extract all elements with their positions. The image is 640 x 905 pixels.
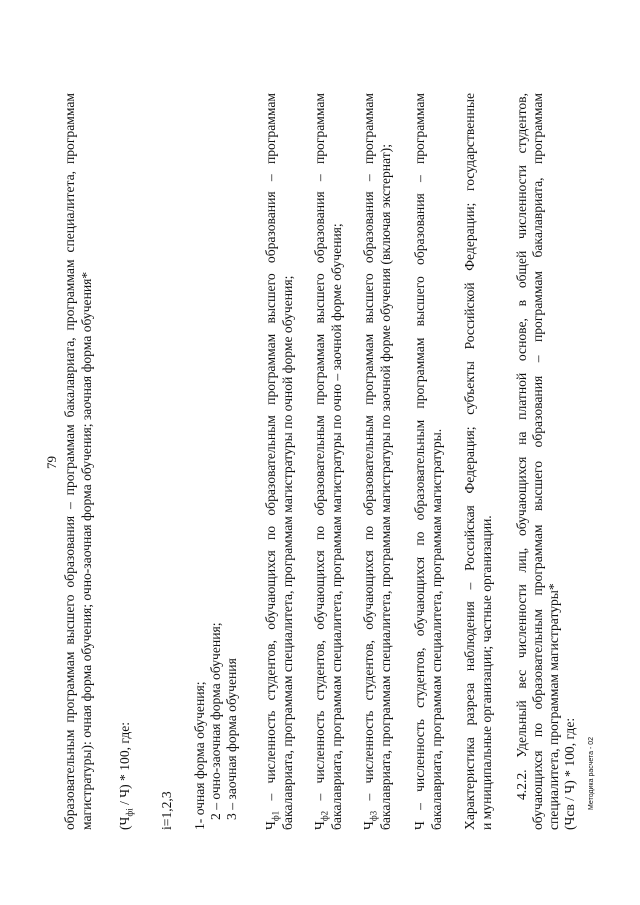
form-item-2: 2 – очно-заочная форма обучения; [208,622,223,820]
definition-2-line-1: $Ч_{ф2}$ – численность студентов, обучающихся по образовательным программам высшего образования – программам [312,93,330,830]
section-4-2-2-line-2: обучающихся по образовательным программам высшего образования – программам бакалавриата, программам [530,93,545,830]
definition-3-line-2: бакалавриата, программам специалитета, программам магистратуры по заочной форме обучения (включая экстернат); [378,144,393,830]
formula-sub: фi [124,808,135,817]
definition-4-line-2: бакалавриата, программам специалитета, программам магистратуры. [429,428,444,830]
definition-2-line-2: бакалавриата, программам специалитета, программам магистратуры по очно – заочной форме обучения; [329,223,344,830]
form-item-1: 1- очная форма обучения; [192,681,207,830]
formula-open: (Ч [117,816,132,830]
formula-share [117,722,133,830]
definition-3-line-1: $Ч_{ф3}$ – численность студентов, обучающихся по образовательным программам высшего образования – программам [361,93,379,830]
formula-rest: / Ч) * 100, где: [117,721,132,809]
definition-4-line-1: Ч – численность студентов, обучающихся по образовательным программам высшего образования – программам [412,93,427,830]
breakdown-line-2: и муниципальные организации; частные организации. [479,515,494,830]
section-4-2-2-line-3: специалитета, программам магистратуры* [546,583,561,830]
definition-1-line-1: $Ч_{ф1}$ – численность студентов, обучающихся по образовательным программам высшего образования – программам [263,93,281,830]
definition-1-line-2: бакалавриата, программам специалитета, программам магистратуры по очной форме обучения; [280,275,295,830]
breakdown-line-1: Характеристика разреза наблюдения – Российская Федерация; субъекты Российской Федерации; государственные [462,93,477,830]
intro-line-2: магистратуры): очная форма обучения; очно-заочная форма обучения; заочная форма обучения* [79,271,94,830]
index-definition: i=1,2,3 [159,791,174,830]
footer-note: Методика расчета - 02 [588,736,595,810]
form-item-3: 3 – заочная форма обучения [224,658,239,820]
intro-line-1: образовательным программам высшего образования – программам бакалавриата, программам специалитета, программам [62,93,77,830]
section-4-2-2-line-1: 4.2.2. Удельный вес численности лиц, обучающихся на платной основе, в общей численности студентов, [514,93,529,800]
section-4-2-2-formula: (Чсв / Ч) * 100, где: [562,717,577,830]
page-number: 79 [44,456,59,469]
